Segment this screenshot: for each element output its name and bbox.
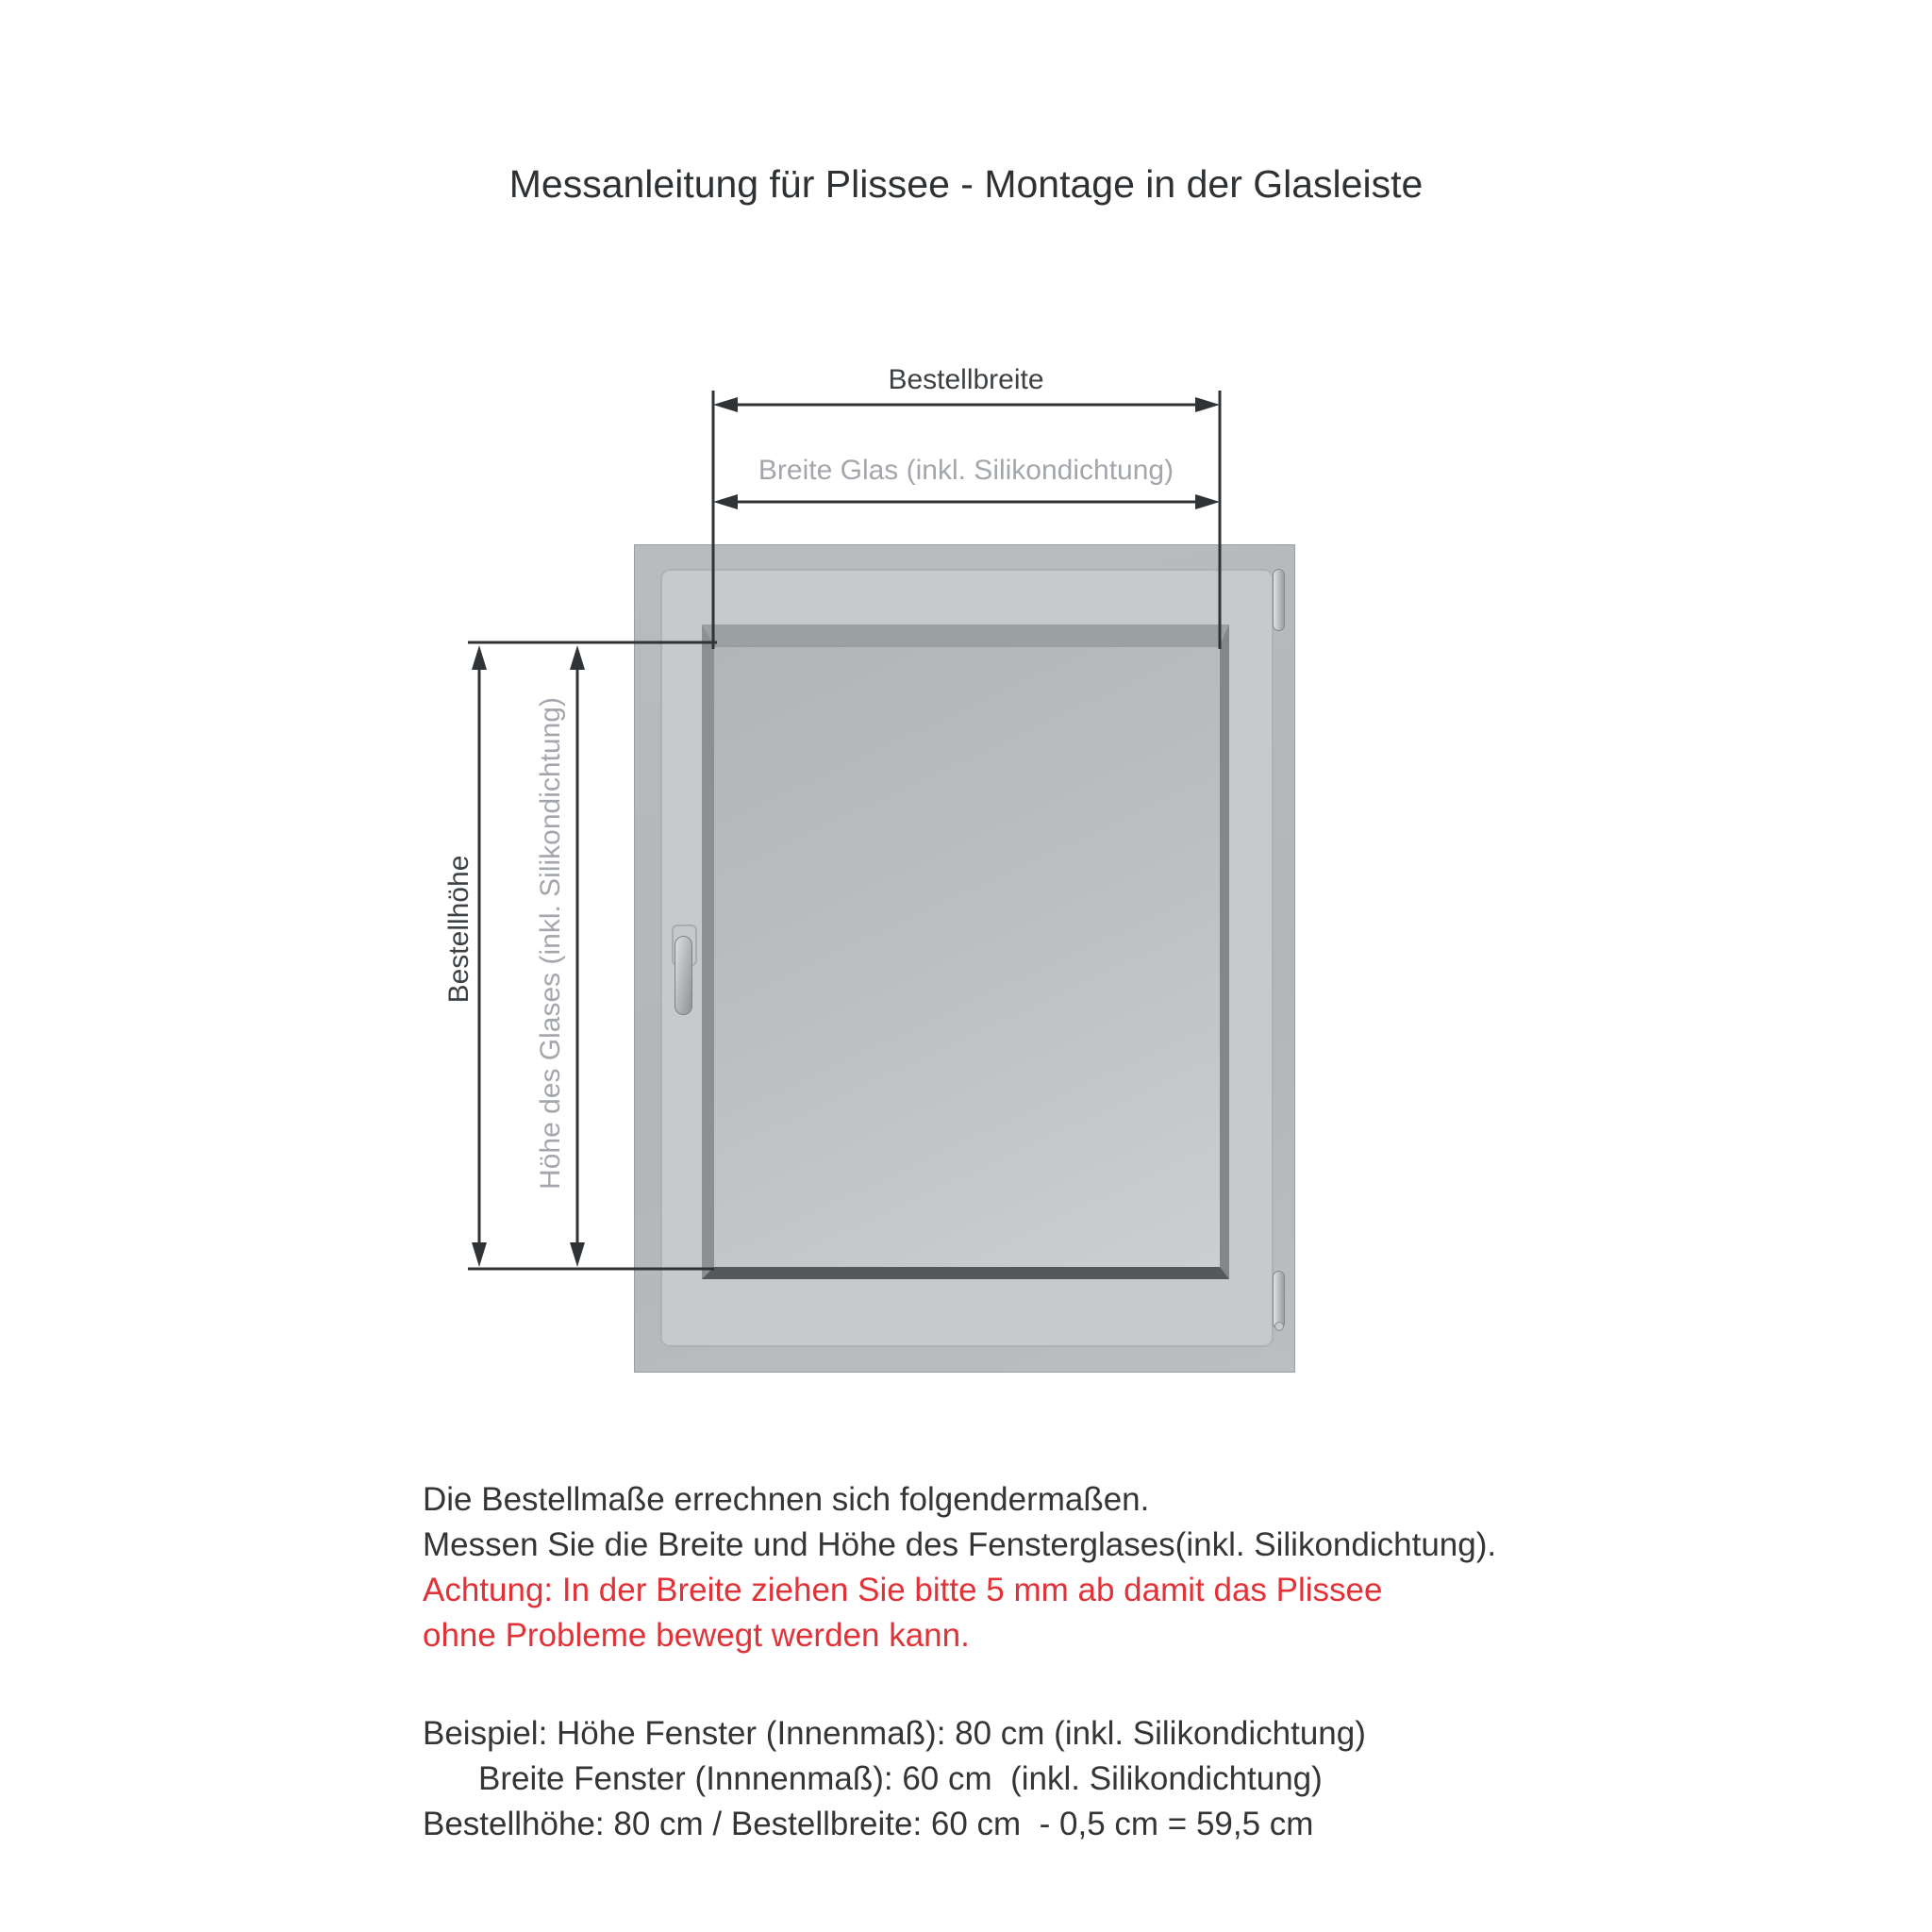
label-glass-width: Breite Glas (inkl. Silikondichtung) <box>758 455 1174 486</box>
example-line-2: Breite Fenster (Innnenmaß): 60 cm (inkl. Silikondichtung) <box>478 1760 1323 1797</box>
window-hinge-screw <box>1274 1322 1284 1331</box>
example-line-1: Beispiel: Höhe Fenster (Innenmaß): 80 cm (inkl. Silikondichtung) <box>423 1715 1366 1752</box>
instruction-line-1: Die Bestellmaße errechnen sich folgendermaßen. <box>423 1481 1150 1518</box>
window-hinge-top <box>1273 569 1285 631</box>
warning-line-1: Achtung: In der Breite ziehen Sie bitte 5 mm ab damit das Plissee <box>423 1572 1383 1608</box>
label-glass-height: Höhe des Glases (inkl. Silikondichtung) <box>535 697 566 1190</box>
label-order-height: Bestellhöhe <box>443 855 475 1004</box>
window-handle <box>675 936 692 1015</box>
instruction-line-2: Messen Sie die Breite und Höhe des Fensterglases(inkl. Silikondichtung). <box>423 1526 1497 1563</box>
example-block <box>423 1711 1366 1847</box>
instructions-block <box>423 1477 1496 1658</box>
order-width-arrow <box>713 397 1220 412</box>
page-title: Messanleitung für Plissee - Montage in der Glasleiste <box>508 162 1424 206</box>
glass-height-arrow <box>570 645 585 1267</box>
glass-width-arrow <box>713 494 1220 509</box>
label-order-width: Bestellbreite <box>888 364 1044 395</box>
warning-line-2: ohne Probleme bewegt werden kann. <box>423 1617 970 1654</box>
window-hinge-bottom <box>1273 1271 1285 1329</box>
window-glass-pane <box>702 625 1229 1279</box>
example-line-3: Bestellhöhe: 80 cm / Bestellbreite: 60 cm - 0,5 cm = 59,5 cm <box>423 1806 1314 1842</box>
